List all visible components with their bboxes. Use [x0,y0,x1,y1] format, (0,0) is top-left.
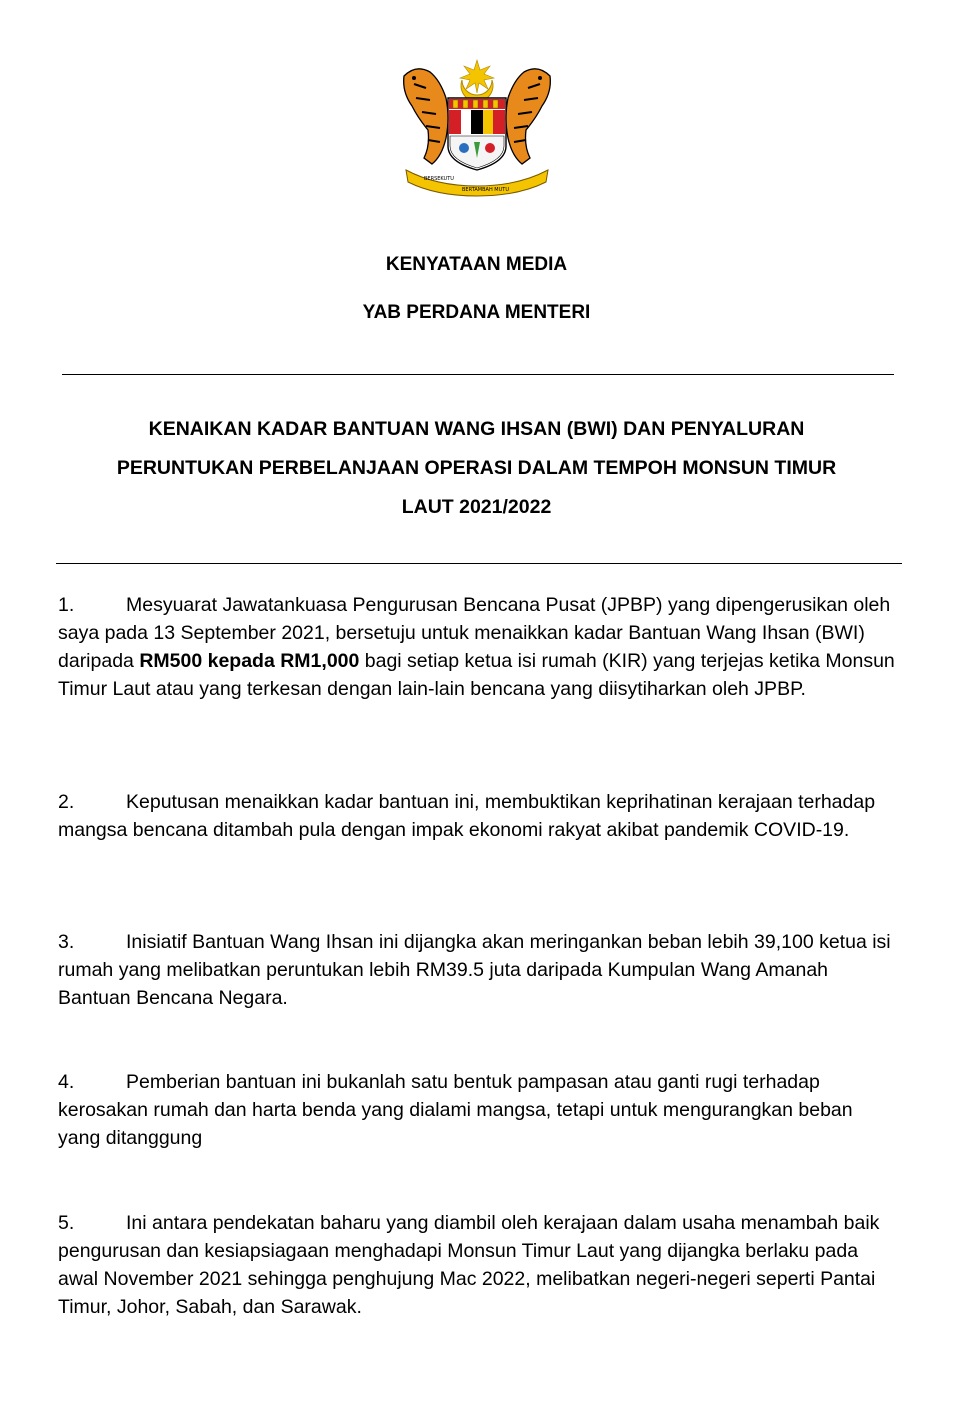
paragraph-number: 1. [58,594,75,616]
paragraph-text: Keputusan menaikkan kadar bantuan ini, membuktikan keprihatinan kerajaan terhadap mangsa bencana ditambah pula dengan impak ekonomi rakyat akibat pandemik COVID-19. [58,791,876,841]
paragraph-2 [58,788,896,844]
document-type-heading: KENYATAAN MEDIA [385,254,568,275]
title-line-2: PERUNTUKAN PERBELANJAAN OPERASI DALAM TEMPOH MONSUN TIMUR [116,457,837,479]
paragraph-number: 4. [58,1071,75,1093]
paragraph-5 [58,1209,896,1321]
divider-top [62,374,894,375]
paragraph-4 [58,1068,896,1152]
divider-bottom [56,563,902,564]
paragraph-3 [58,928,896,1012]
svg-text:BERSEKUTU: BERSEKUTU [424,176,454,182]
paragraph-number: 5. [58,1212,75,1234]
paragraph-text: Ini antara pendekatan baharu yang diambil oleh kerajaan dalam usaha menambah baik pengurusan dan kesiapsiagaan menghadapi Monsun Timur Laut yang dijangka berlaku pada awal November 2021 sehingga penghujung Mac 2022, melibatkan negeri-negeri seperti Pantai Timur, Johor, Sabah, dan Sarawak. [58,1212,880,1318]
paragraph-text: Mesyuarat Jawatankuasa Pengurusan Bencana Pusat (JPBP) yang dipengerusikan oleh saya pada 13 September 2021, bersetuju untuk menaikkan kadar Bantuan Wang Ihsan (BWI) daripada [58,594,891,672]
paragraph-number: 2. [58,791,75,813]
malaysia-coat-of-arms-icon [396,58,558,198]
statement-title [60,410,893,527]
title-line-1: KENAIKAN KADAR BANTUAN WANG IHSAN (BWI) DAN PENYALURAN [148,418,805,440]
paragraph-number: 3. [58,931,75,953]
paragraph-text: Pemberian bantuan ini bukanlah satu bentuk pampasan atau ganti rugi terhadap kerosakan rumah dan harta benda yang dialami mangsa, tetapi untuk mengurangkan beban yang ditanggung [58,1071,853,1149]
paragraph-text: Inisiatif Bantuan Wang Ihsan ini dijangka akan meringankan beban lebih 39,100 ketua isi rumah yang melibatkan peruntukan lebih RM39.5 juta daripada Kumpulan Wang Amanah Bantuan Bencana Negara. [58,931,891,1009]
issuer-heading: YAB PERDANA MENTERI [362,302,591,323]
paragraph-1 [58,591,896,703]
svg-text:BERTAMBAH MUTU: BERTAMBAH MUTU [462,187,509,193]
title-line-3: LAUT 2021/2022 [401,496,552,518]
paragraph-text: bagi setiap ketua isi rumah (KIR) yang terjejas ketika Monsun Timur Laut atau yang terkesan dengan lain-lain bencana yang diisytiharkan oleh JPBP. [58,650,895,700]
paragraph-highlight: RM500 kepada RM1,000 [139,650,360,672]
